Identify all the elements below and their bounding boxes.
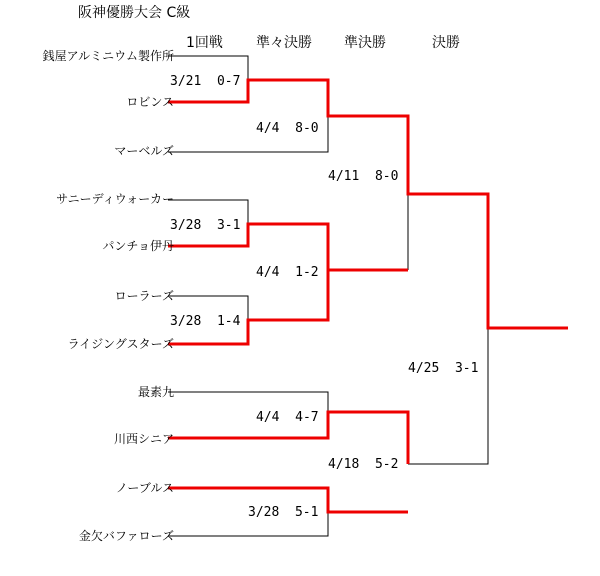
bracket-line bbox=[408, 328, 488, 464]
match-result bbox=[328, 169, 398, 185]
team-name: パンチョ伊丹 bbox=[102, 239, 174, 253]
match-score: 4-7 bbox=[295, 410, 319, 425]
match-date: 3/28 bbox=[248, 505, 280, 520]
match-score: 3-1 bbox=[454, 361, 479, 376]
team-name: ロビンス bbox=[126, 95, 174, 109]
round-label-semifinal: 準決勝 bbox=[344, 35, 386, 51]
round-label-final: 決勝 bbox=[432, 35, 460, 51]
match-score: 1-2 bbox=[295, 265, 319, 280]
match-score: 3-1 bbox=[216, 218, 241, 233]
match-result bbox=[256, 265, 319, 281]
match-result bbox=[170, 74, 240, 90]
match-result bbox=[408, 361, 478, 377]
team-name: 銭屋アルミニウム製作所 bbox=[42, 49, 174, 63]
winner-path bbox=[168, 80, 568, 328]
match-score: 8-0 bbox=[374, 169, 399, 184]
match-result bbox=[248, 505, 318, 521]
match-date: 4/4 bbox=[256, 265, 280, 280]
tournament-title: 阪神優勝大会 C級 bbox=[78, 5, 191, 21]
match-result bbox=[256, 410, 319, 426]
match-date: 4/25 bbox=[408, 361, 440, 376]
match-score: 0-7 bbox=[216, 74, 241, 89]
match-date: 4/4 bbox=[256, 410, 280, 425]
match-date: 4/4 bbox=[256, 121, 280, 136]
match-score: 1-4 bbox=[216, 314, 241, 329]
match-date: 4/18 bbox=[328, 457, 360, 472]
match-date: 3/28 bbox=[170, 314, 202, 329]
match-result bbox=[170, 218, 240, 234]
team-name: ライジングスターズ bbox=[67, 337, 174, 351]
match-score: 5-1 bbox=[294, 505, 319, 520]
team-name: マーベルズ bbox=[114, 144, 174, 158]
bracket-line bbox=[168, 392, 328, 412]
match-score: 8-0 bbox=[295, 121, 319, 136]
match-result bbox=[170, 314, 240, 330]
team-name: 川西シニア bbox=[113, 432, 174, 446]
match-date: 4/11 bbox=[328, 169, 360, 184]
round-label-first: 1回戦 bbox=[186, 35, 223, 51]
team-name: 金欠バファローズ bbox=[78, 529, 174, 543]
match-result bbox=[328, 457, 398, 473]
team-name: 最素九 bbox=[137, 385, 174, 399]
team-name: ノーブルス bbox=[115, 481, 174, 495]
team-name: ローラーズ bbox=[114, 289, 174, 303]
match-score: 5-2 bbox=[374, 457, 399, 472]
match-result bbox=[256, 121, 319, 137]
match-date: 3/28 bbox=[170, 218, 202, 233]
match-date: 3/21 bbox=[170, 74, 202, 89]
team-name: サニーディウォーカー bbox=[56, 192, 174, 206]
round-label-quarterfinal: 準々決勝 bbox=[256, 35, 312, 51]
